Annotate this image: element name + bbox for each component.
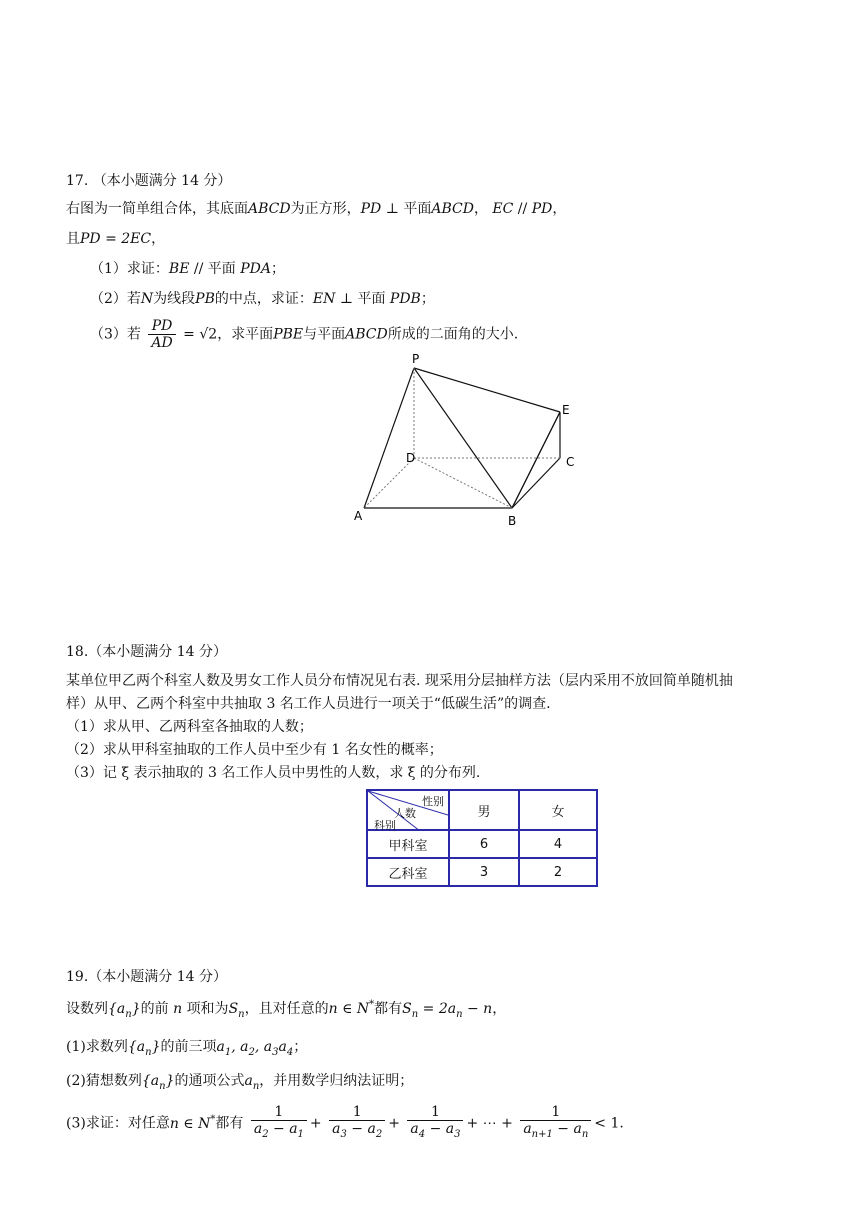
solid-figure — [350, 350, 590, 530]
q17-item1: （1）求证：BE // 平面 PDA； — [90, 261, 285, 277]
table-header-row — [367, 790, 597, 830]
label-c: C — [566, 455, 575, 469]
q17-item3: （3）若 $\frac{PD}{AD}$ = √2，求平面PBE与平面ABCD所成的二面角的大小. — [90, 318, 519, 351]
label-d: D — [406, 451, 416, 465]
col-header-female: 女 — [519, 790, 597, 830]
fraction-term-3: $\frac{1}{a_4 - a_3}$ — [407, 1104, 463, 1143]
edge-cb — [512, 458, 560, 508]
q18-item2: （2）求从甲科室抽取的工作人员中至少有 1 名女性的概率； — [66, 742, 443, 758]
table-row — [367, 858, 597, 886]
table-corner-cell — [367, 790, 449, 830]
label-a: A — [354, 509, 363, 523]
cell-female: 2 — [519, 858, 597, 886]
q19-item2: (2)猜想数列$\{a_n\}$的通项公式$a_n$，并用数学归纳法证明； — [66, 1073, 414, 1092]
row-name: 甲科室 — [367, 830, 449, 858]
q17-item2: （2）若N为线段PB的中点，求证：EN ⊥ 平面 PDB； — [90, 291, 435, 307]
fraction-term-1: $\frac{1}{a_2 - a_1}$ — [251, 1104, 307, 1143]
edge-db-hidden — [414, 458, 512, 508]
q18-item3: （3）记 ξ 表示抽取的 3 名工作人员中男性的人数，求 ξ 的分布列. — [66, 765, 481, 781]
fraction-term-2: $\frac{1}{a_3 - a_2}$ — [329, 1104, 385, 1143]
q17-header: 17. （本小题满分 14 分） — [66, 173, 232, 189]
q18-item1: （1）求从甲、乙两科室各抽取的人数； — [66, 719, 313, 735]
cell-female: 4 — [519, 830, 597, 858]
q19-header: 19.（本小题满分 14 分） — [66, 969, 227, 985]
corner-dept: 科别 — [374, 819, 396, 832]
q19-line1: 设数列$\{a_n\}$的前 n 项和为$S_n$，且对任意的n ∈ N*都有$S_n = 2a_n - n$， — [66, 999, 507, 1020]
q19-item1: (1)求数列$\{a_n\}$的前三项$a_1$, $a_2$, $a_3a_4$； — [66, 1039, 308, 1058]
q18-para2: 样）从甲、乙两个科室中共抽取 3 名工作人员进行一项关于“低碳生活”的调查. — [66, 696, 551, 712]
row-name: 乙科室 — [367, 858, 449, 886]
corner-gender: 性别 — [422, 795, 444, 808]
q18-header: 18.（本小题满分 14 分） — [66, 644, 227, 660]
q17-line2: 且PD = 2EC， — [66, 231, 166, 247]
q17-intro: 右图为一简单组合体，其底面ABCD为正方形，PD ⊥ 平面ABCD， EC // PD， — [66, 201, 567, 217]
label-b: B — [508, 514, 517, 528]
edge-pe — [414, 368, 560, 412]
cell-male: 3 — [449, 858, 519, 886]
corner-count: 人数 — [394, 807, 416, 820]
fraction-term-n: $\frac{1}{a_{n+1} - a_n}$ — [520, 1104, 591, 1143]
q19-item3: (3)求证：对任意n ∈ N*都有 $\frac{1}{a_2 - a_1}$ + $\frac{1}{a_3 - a_2}$ + $\frac{1}{a_4 - a_3}$ + ⋯ + $\frac{1}{a_{n+1} - a_n}$ < 1. — [66, 1104, 624, 1143]
cell-male: 6 — [449, 830, 519, 858]
col-header-male: 男 — [449, 790, 519, 830]
pd-over-ad-fraction: $\frac{PD}{AD}$ — [148, 318, 175, 351]
table-row — [367, 830, 597, 858]
edge-pa — [364, 368, 414, 508]
staff-distribution-table — [366, 789, 598, 887]
label-p: P — [412, 352, 420, 366]
q18-para1: 某单位甲乙两个科室人数及男女工作人员分布情况见右表. 现采用分层抽样方法（层内采用不放回简单随机抽 — [66, 673, 733, 689]
edge-pb — [414, 368, 512, 508]
label-e: E — [562, 403, 570, 417]
edge-da-hidden — [364, 458, 414, 508]
